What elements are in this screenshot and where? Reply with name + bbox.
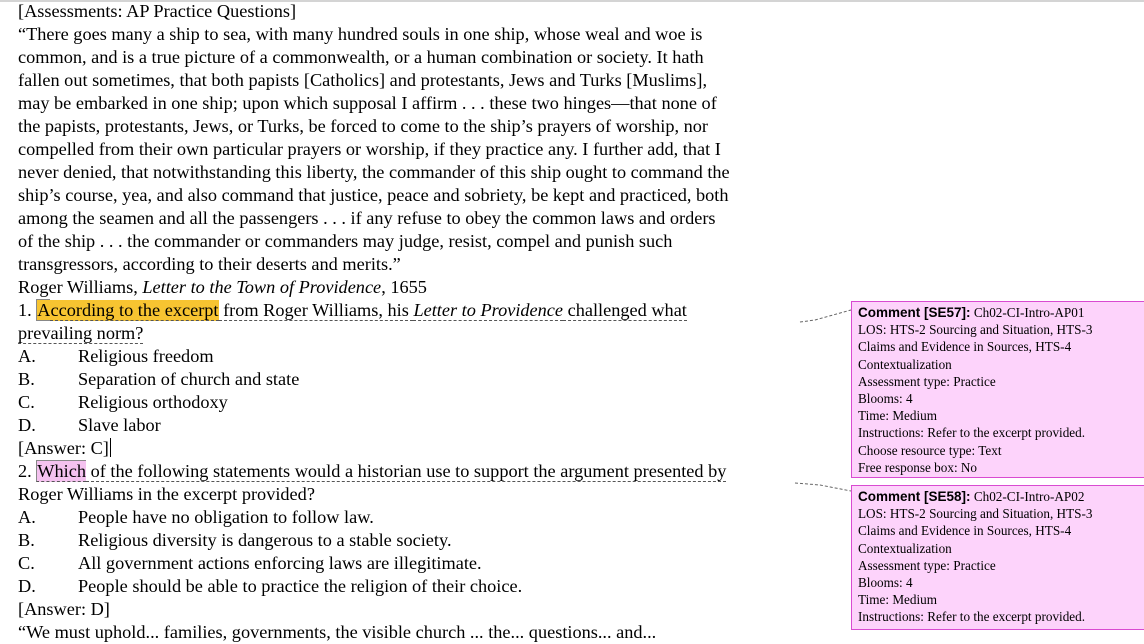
question-2-option[interactable] <box>18 529 618 552</box>
option-letter: B. <box>18 530 35 550</box>
option-text: Religious freedom <box>78 346 214 366</box>
text-cursor <box>110 438 111 457</box>
question-2-stem-cont <box>18 483 315 506</box>
comment-line: Contextualization <box>858 356 952 372</box>
question-text: Roger Williams in the excerpt provided? <box>18 484 315 504</box>
quote-line: of the ship . . . the commander or commanders may judge, resist, compel and punish such <box>18 231 673 251</box>
option-letter: D. <box>18 415 36 435</box>
comment-anchor-se58[interactable]: Which <box>37 461 87 481</box>
quote-line: “There goes many a ship to sea, with many hundred souls in one ship, whose weal and woe is <box>18 24 703 44</box>
question-number: 2. <box>18 461 37 481</box>
option-text: Slave labor <box>78 415 161 435</box>
comment-line: Blooms: 4 <box>858 575 913 591</box>
comment-line: Assessment type: Practice <box>858 373 996 389</box>
quote-line: transgressors, according to their deserts and merits.” <box>18 254 401 274</box>
question-1-option[interactable] <box>18 368 418 391</box>
comment-line: Free response box: No <box>858 459 978 475</box>
comment-balloon-se58[interactable] <box>851 485 1144 630</box>
comment-anchor-se57[interactable] <box>36 299 50 321</box>
comment-line: Time: Medium <box>858 592 938 608</box>
quote-line: may be embarked in one ship; upon which supposal I affirm . . . these two hinges—that none of <box>18 93 717 113</box>
question-2-stem <box>18 460 726 483</box>
comment-line: LOS: HTS-2 Sourcing and Situation, HTS-3 <box>858 322 1093 338</box>
option-letter: D. <box>18 576 36 596</box>
highlighted-text: A <box>37 300 51 320</box>
answer-text: [Answer: C] <box>18 438 109 458</box>
question-2-option[interactable] <box>18 552 618 575</box>
connector-se58 <box>795 483 851 491</box>
comment-line: Claims and Evidence in Sources, HTS-4 <box>858 339 1072 355</box>
option-letter: A. <box>18 507 36 527</box>
option-text: People have no obligation to follow law. <box>78 507 374 527</box>
question-text: prevailing norm? <box>18 323 144 343</box>
cutoff-line: “We must uphold... families, governments, the visible church ... the... questions... and... <box>18 622 657 642</box>
question-1-option[interactable] <box>18 345 418 368</box>
question-1-stem <box>18 299 687 322</box>
comment-line: Blooms: 4 <box>858 391 913 407</box>
option-text: People should be able to practice the religion of their choice. <box>78 576 523 596</box>
option-text: Religious orthodoxy <box>78 392 228 412</box>
option-letter: B. <box>18 369 35 389</box>
quote-line: ship’s course, yea, and also command that justice, peace and sobriety, be kept and practiced, both <box>18 185 729 205</box>
quote-line: fallen out sometimes, that both papists [Catholics] and protestants, Jews and Turks [Muslims], <box>18 70 708 90</box>
comment-line: Time: Medium <box>858 408 938 424</box>
question-1-option[interactable] <box>18 391 418 414</box>
question-2-option[interactable] <box>18 506 618 529</box>
comment-id: Ch02-CI-Intro-AP01 <box>970 305 1085 320</box>
question-1-answer <box>18 437 111 460</box>
question-2-option[interactable] <box>18 575 618 598</box>
option-letter: A. <box>18 346 36 366</box>
comment-id: Ch02-CI-Intro-AP02 <box>970 489 1085 504</box>
question-text: challenged what <box>563 300 687 320</box>
comment-label: Comment [SE57]: <box>858 305 971 320</box>
option-text: Separation of church and state <box>78 369 300 389</box>
quote-line: compelled from their own particular prayers or worship, if they practice any. I further add, that I <box>18 139 721 159</box>
quote-line: never denied, that notwithstanding this liberty, the commander of this ship ought to command the <box>18 162 730 182</box>
quote-line: among the seamen and all the passengers . . . if any refuse to obey the common laws and orders <box>18 208 716 228</box>
question-number: 1. <box>18 300 37 320</box>
comment-line: Assessment type: Practice <box>858 557 996 573</box>
comment-label: Comment [SE58]: <box>858 489 971 504</box>
question-1-option[interactable] <box>18 414 418 437</box>
option-text: All government actions enforcing laws are illegitimate. <box>78 553 482 573</box>
comment-balloon-se57[interactable] <box>851 301 1144 478</box>
comment-line: LOS: HTS-2 Sourcing and Situation, HTS-3 <box>858 506 1093 522</box>
source-title: Letter to the Town of Providence <box>142 277 382 297</box>
section-header: [Assessments: AP Practice Questions] <box>18 1 297 21</box>
question-1-stem-cont <box>18 322 143 345</box>
option-letter: C. <box>18 392 35 412</box>
source-year: , 1655 <box>381 277 427 297</box>
comment-line: Instructions: Refer to the excerpt provided. <box>858 425 1086 441</box>
quote-line: the papists, protestants, Jews, or Turks, be forced to come to the ship’s prayers of worship, nor <box>18 116 709 136</box>
source-author: Roger Williams, <box>18 277 143 297</box>
connector-se57 <box>800 310 851 322</box>
question-text: from Roger Williams, his <box>218 300 414 320</box>
quote-line: common, and is a true picture of a commonwealth, or a human combination or society. It hath <box>18 47 704 67</box>
question-2-answer: [Answer: D] <box>18 599 110 619</box>
comment-line: Instructions: Refer to the excerpt provided. <box>858 609 1086 625</box>
comment-line: Contextualization <box>858 540 952 556</box>
comment-line: Claims and Evidence in Sources, HTS-4 <box>858 523 1072 539</box>
option-letter: C. <box>18 553 35 573</box>
comment-line: Choose resource type: Text <box>858 442 1002 458</box>
highlighted-text: ccording to the excerpt <box>50 300 219 320</box>
option-text: Religious diversity is dangerous to a stable society. <box>78 530 452 550</box>
question-text-italic: Letter to Providence <box>413 300 564 320</box>
question-text: of the following statements would a historian use to support the argument presented by <box>86 461 727 481</box>
source-citation <box>18 276 427 299</box>
